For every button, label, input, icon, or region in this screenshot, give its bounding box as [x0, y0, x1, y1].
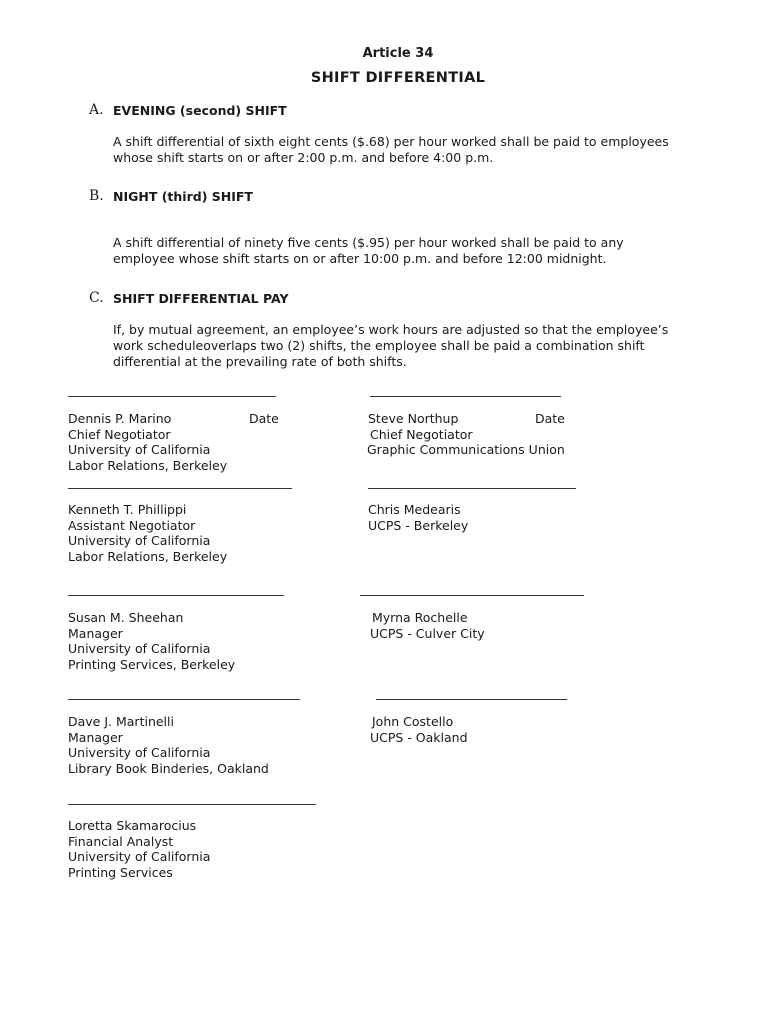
- date-label-marino: Date: [249, 411, 279, 426]
- signature-line-skamarocius: [68, 804, 316, 805]
- section-a-text: A shift differential of sixth eight cents ($.68) per hour worked shall be paid to employees whose shift starts on or after 2:00 p.m. and before 4:00 p.m.: [113, 134, 669, 165]
- page-title: SHIFT DIFFERENTIAL: [310, 70, 486, 86]
- signature-line-sheehan: [68, 595, 284, 596]
- section-c-heading: SHIFT DIFFERENTIAL PAY: [113, 291, 289, 306]
- signatory-martinelli: Dave J. Martinelli Manager University of California Library Book Binderies, Oakland: [68, 714, 269, 776]
- signature-line-marino: [68, 396, 276, 397]
- signature-line-martinelli: [68, 699, 300, 700]
- signatory-rochelle: Myrna Rochelle UCPS - Culver City: [370, 610, 485, 641]
- article-number: Article 34: [362, 46, 434, 61]
- section-b-letter: B.: [89, 188, 104, 204]
- section-a-heading: EVENING (second) SHIFT: [113, 103, 287, 118]
- signatory-marino: Dennis P. Marino Chief Negotiator University of California Labor Relations, Berkeley: [68, 411, 228, 473]
- signature-line-rochelle: [360, 595, 584, 596]
- signature-line-costello: [376, 699, 567, 700]
- signatory-sheehan: Susan M. Sheehan Manager University of California Printing Services, Berkeley: [68, 610, 236, 672]
- signature-line-northup: [370, 396, 561, 397]
- signatory-costello: John Costello UCPS - Oakland: [370, 714, 468, 745]
- section-b-text: A shift differential of ninety five cents ($.95) per hour worked shall be paid to any employee whose shift starts on or after 10:00 p.m. and before 12:00 midnight.: [113, 235, 624, 266]
- signatory-phillippi: Kenneth T. Phillippi Assistant Negotiator University of California Labor Relations, Berkeley: [68, 502, 228, 564]
- signatory-skamarocius: Loretta Skamarocius Financial Analyst University of California Printing Services: [68, 818, 211, 880]
- section-b-heading: NIGHT (third) SHIFT: [113, 189, 253, 204]
- date-label-northup: Date: [535, 411, 565, 426]
- section-c-text: If, by mutual agreement, an employee’s work hours are adjusted so that the employee’s work scheduleoverlaps two (2) shifts, the employee shall be paid a combination shift differential at the prevailing rate of both shifts.: [113, 322, 669, 369]
- signature-line-medearis: [368, 488, 576, 489]
- signatory-medearis: Chris Medearis UCPS - Berkeley: [368, 502, 469, 533]
- signatory-northup: Steve Northup Chief Negotiator Graphic Communications Union: [367, 411, 565, 458]
- signature-line-phillippi: [68, 488, 292, 489]
- section-a-letter: A.: [89, 102, 104, 118]
- section-c-letter: C.: [89, 290, 104, 306]
